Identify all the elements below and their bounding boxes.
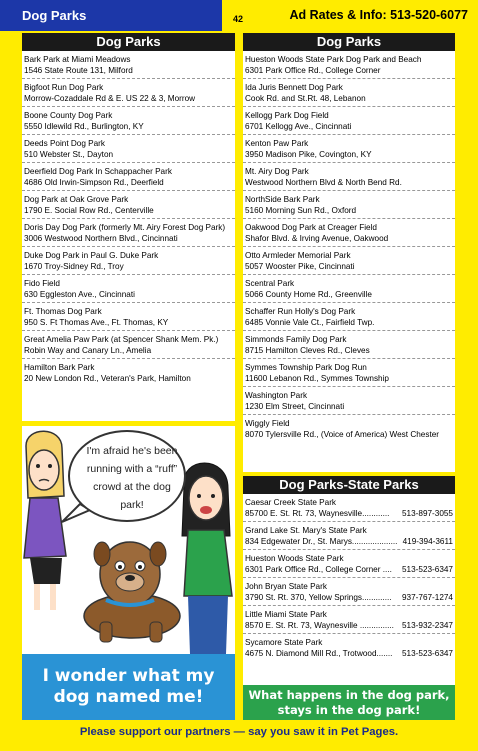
park-name: Bigfoot Run Dog Park [24, 83, 104, 92]
park-address: 6485 Vonnie Vale Ct., Fairfield Twp. [245, 318, 375, 327]
park-name: Deeds Point Dog Park [24, 139, 106, 148]
ad-rates-info: Ad Rates & Info: 513-520-6077 [289, 8, 468, 22]
list-item [243, 107, 455, 135]
list-item [22, 331, 235, 359]
park-phone: 513-523-6347 [402, 649, 453, 658]
state-parks-title: Dog Parks-State Parks [243, 476, 455, 494]
list-item [22, 247, 235, 275]
list-item [243, 247, 455, 275]
park-address: 1546 State Route 131, Milford [24, 66, 133, 75]
park-address: 3006 Westwood Northern Blvd., Cincinnati [24, 234, 178, 243]
park-name: Great Amelia Paw Park (at Spencer Shank Mem. Pk.) [24, 335, 219, 344]
list-item [243, 550, 455, 578]
list-item [243, 634, 455, 661]
left-dog-parks-list [22, 33, 235, 421]
list-item [243, 606, 455, 634]
list-item [243, 387, 455, 415]
park-address [245, 592, 453, 603]
list-item [22, 219, 235, 247]
right-column-title: Dog Parks [243, 33, 455, 51]
list-item [22, 51, 235, 79]
park-address [245, 508, 453, 519]
park-address: 1230 Elm Street, Cincinnati [245, 402, 345, 411]
bulldog-figure [84, 542, 180, 642]
list-item [243, 275, 455, 303]
park-name: Otto Armleder Memorial Park [245, 251, 351, 260]
park-name: Hamilton Bark Park [24, 363, 95, 372]
park-name: Duke Dog Park in Paul G. Duke Park [24, 251, 159, 260]
woman-right-figure [182, 463, 232, 654]
list-item [22, 79, 235, 107]
park-name: Wiggly Field [245, 419, 290, 428]
park-name: Symmes Township Park Dog Run [245, 363, 367, 372]
park-address: 5160 Morning Sun Rd., Oxford [245, 206, 357, 215]
park-address: 630 Eggleston Ave., Cincinnati [24, 290, 135, 299]
park-address: 5066 County Home Rd., Greenville [245, 290, 372, 299]
list-item [243, 415, 455, 442]
section-title: Dog Parks [22, 8, 87, 23]
park-address-text: 6301 Park Office Rd., College Corner .... [245, 565, 392, 574]
park-address [245, 564, 453, 575]
park-name: Grand Lake St. Mary's State Park [245, 526, 367, 535]
list-item [243, 79, 455, 107]
green-slogan: What happens in the dog park, stays in the dog park! [248, 687, 450, 717]
park-phone: 513-897-3055 [402, 509, 453, 518]
park-name: Washington Park [245, 391, 308, 400]
park-name: Kenton Paw Park [245, 139, 309, 148]
park-address: 1670 Troy-Sidney Rd., Troy [24, 262, 124, 271]
footer-note: Please support our partners — say you saw it in Pet Pages. [79, 726, 399, 738]
park-name: Fido Field [24, 279, 60, 288]
park-name: Kellogg Park Dog Field [245, 111, 329, 120]
park-address: Robin Way and Canary Ln., Amelia [24, 346, 152, 355]
state-parks-list [243, 476, 455, 685]
park-phone: 419-394-3611 [402, 537, 453, 546]
list-item [22, 359, 235, 386]
park-address: Westwood Northern Blvd & North Bend Rd. [245, 178, 402, 187]
park-address: Cook Rd. and St.Rt. 48, Lebanon [245, 94, 366, 103]
park-phone: 937-767-1274 [402, 593, 453, 602]
cartoon-illustration [22, 426, 235, 654]
list-item [243, 135, 455, 163]
park-name: Little Miami State Park [245, 610, 327, 619]
park-name: Scentral Park [245, 279, 295, 288]
park-address: Shafor Blvd. & Irving Avenue, Oakwood [245, 234, 389, 243]
list-item [243, 191, 455, 219]
park-name: Simmonds Family Dog Park [245, 335, 347, 344]
park-address: 8070 Tylersville Rd., (Voice of America) West Chester [245, 430, 439, 439]
park-address: 5550 Idlewild Rd., Burlington, KY [24, 122, 144, 131]
park-address [245, 536, 453, 547]
park-address-text: 834 Edgewater Dr., St. Marys.................... [245, 537, 398, 546]
park-address: 3950 Madison Pike, Covington, KY [245, 150, 372, 159]
list-item [22, 303, 235, 331]
list-item [243, 303, 455, 331]
speech-bubble-text: I'm afraid he's been running with a “ruff” crowd at the dog park! [86, 445, 178, 511]
park-phone: 513-523-6347 [402, 565, 453, 574]
park-address: Morrow-Cozaddale Rd & E. US 22 & 3, Morrow [24, 94, 196, 103]
park-address-text: 3790 St. Rt. 370, Yellow Springs............. [245, 593, 392, 602]
park-address: 8715 Hamilton Cleves Rd., Cleves [245, 346, 370, 355]
park-name: Hueston Woods State Park Dog Park and Beach [245, 55, 422, 64]
park-address: 1790 E. Social Row Rd., Centerville [24, 206, 154, 215]
list-item [243, 51, 455, 79]
park-name: Bark Park at Miami Meadows [24, 55, 131, 64]
list-item [22, 191, 235, 219]
park-address: 5057 Wooster Pike, Cincinnati [245, 262, 355, 271]
park-address [245, 648, 453, 659]
right-dog-parks-list [243, 33, 455, 472]
list-item [22, 135, 235, 163]
park-name: John Bryan State Park [245, 582, 327, 591]
cartoon-caption-box [22, 654, 235, 720]
park-name: Mt. Airy Dog Park [245, 167, 309, 176]
park-address: 4686 Old Irwin-Simpson Rd., Deerfield [24, 178, 164, 187]
list-item [243, 359, 455, 387]
park-name: Ida Juris Bennett Dog Park [245, 83, 343, 92]
list-item [22, 107, 235, 135]
park-name: NorthSide Bark Park [245, 195, 320, 204]
list-item [22, 163, 235, 191]
park-name: Deerfield Dog Park In Schappacher Park [24, 167, 172, 176]
park-address: 950 S. Ft Thomas Ave., Ft. Thomas, KY [24, 318, 169, 327]
park-address: 20 New London Rd., Veteran's Park, Hamilton [24, 374, 191, 383]
park-address: 6701 Kellogg Ave., Cincinnati [245, 122, 352, 131]
park-name: Ft. Thomas Dog Park [24, 307, 102, 316]
park-phone: 513-932-2347 [402, 621, 453, 630]
park-address-text: 8570 E. St. Rt. 73, Waynesville ............... [245, 621, 394, 630]
list-item [243, 331, 455, 359]
park-name: Oakwood Dog Park at Creager Field [245, 223, 377, 232]
park-address: 510 Webster St., Dayton [24, 150, 114, 159]
park-name: Dog Park at Oak Grove Park [24, 195, 129, 204]
park-name: Caesar Creek State Park [245, 498, 337, 507]
top-bar [0, 0, 478, 31]
park-address [245, 620, 453, 631]
woman-left-figure [24, 431, 66, 610]
list-item [243, 219, 455, 247]
list-item [22, 275, 235, 303]
page-number: 42 [233, 14, 244, 24]
section-tab [0, 0, 222, 31]
park-name: Schaffer Run Holly's Dog Park [245, 307, 356, 316]
park-name: Doris Day Dog Park (formerly Mt. Airy Forest Dog Park) [24, 223, 226, 232]
list-item [243, 578, 455, 606]
park-address-text: 4675 N. Diamond Mill Rd., Trotwood....... [245, 649, 393, 658]
cartoon-caption: I wonder what my dog named me! [42, 666, 215, 707]
left-column-title: Dog Parks [22, 33, 235, 51]
park-address: 6301 Park Office Rd., College Corner [245, 66, 381, 75]
list-item [243, 522, 455, 550]
green-slogan-box [243, 685, 455, 720]
park-name: Hueston Woods State Park [245, 554, 344, 563]
park-address-text: 85700 E. St. Rt. 73, Waynesville............ [245, 509, 390, 518]
list-item [243, 163, 455, 191]
list-item [243, 494, 455, 522]
park-name: Sycamore State Park [245, 638, 323, 647]
park-name: Boone County Dog Park [24, 111, 113, 120]
park-address: 11600 Lebanon Rd., Symmes Township [245, 374, 389, 383]
